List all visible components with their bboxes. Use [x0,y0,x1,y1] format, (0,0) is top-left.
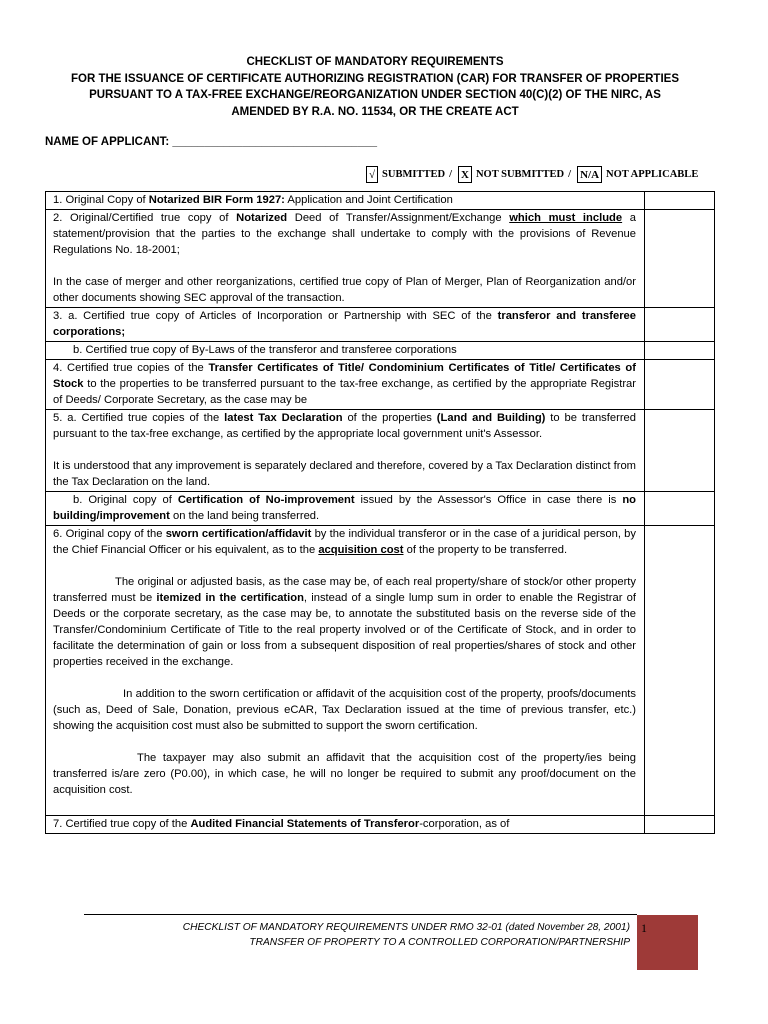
not-submitted-label: NOT SUBMITTED [475,169,565,180]
footer-line-1: CHECKLIST OF MANDATORY REQUIREMENTS UNDER RMO 32-01 (dated November 28, 2001) [182,922,630,933]
status-checkbox-2[interactable] [645,210,715,308]
requirement-7: 7. Certified true copy of the Audited Financial Statements of Transferor-corporation, as of [46,816,645,834]
page-number: 1 [641,921,647,935]
applicant-name-field[interactable]: NAME OF APPLICANT: ________________________________ [45,136,378,148]
submitted-mark-box: √ [366,166,378,183]
not-submitted-mark-box: X [458,166,472,183]
requirement-5b: b. Original copy of Certification of No-improvement issued by the Assessor's Office in case there is no building/improvement on the land being transferred. [46,492,645,526]
requirement-3b: b. Certified true copy of By-Laws of the transferor and transferee corporations [46,342,645,360]
title-line-4: AMENDED BY R.A. NO. 11534, OR THE CREATE ACT [231,105,519,118]
table-row [46,816,715,834]
title-line-3: PURSUANT TO A TAX-FREE EXCHANGE/REORGANIZATION UNDER SECTION 40(C)(2) OF THE NIRC, AS [89,89,661,101]
footer-divider [84,914,637,915]
page-number-box [637,915,698,970]
status-checkbox-4[interactable] [645,360,715,410]
table-row [46,210,715,308]
table-row [46,492,715,526]
table-row [46,360,715,410]
footer-line-2: TRANSFER OF PROPERTY TO A CONTROLLED CORPORATION/PARTNERSHIP [249,937,630,948]
requirement-3a: 3. a. Certified true copy of Articles of Incorporation or Partnership with SEC of the transferor and transferee corporations; [46,308,645,342]
table-row [46,410,715,492]
na-label: NOT APPLICABLE [606,169,699,180]
status-legend [366,166,698,183]
na-mark-box: N/A [577,166,602,183]
submitted-label: SUBMITTED [382,169,446,180]
document-title [40,54,710,120]
legend-separator: / [568,169,572,180]
requirement-1: 1. Original Copy of Notarized BIR Form 1927: Application and Joint Certification [46,192,645,210]
status-checkbox-6[interactable] [645,526,715,816]
legend-separator: / [449,169,452,180]
table-row [46,308,715,342]
table-row [46,342,715,360]
status-checkbox-7[interactable] [645,816,715,834]
requirements-checklist-table [45,191,715,834]
status-checkbox-1[interactable] [645,192,715,210]
requirement-4: 4. Certified true copies of the Transfer Certificates of Title/ Condominium Certificates of Title/ Certificates of Stock to the properties to be transferred pursuant to the tax-free exchange, as certified by the appropriate Registrar of Deeds/ Corporate Secretary, as the case may be [46,360,645,410]
page-footer [84,920,630,950]
title-line-2: FOR THE ISSUANCE OF CERTIFICATE AUTHORIZING REGISTRATION (CAR) FOR TRANSFER OF PROPERTIES [70,72,679,85]
requirement-5a: 5. a. Certified true copies of the latest Tax Declaration of the properties (Land and Building) to be transferred pursuant to the tax-free exchange, as certified by the appropriate local government unit's Assessor. It is understood that any improvement is separately declared and therefore, covered by a Tax Declaration distinct from the Tax Declaration on the land. [46,410,645,492]
title-line-1: CHECKLIST OF MANDATORY REQUIREMENTS [246,56,504,68]
status-checkbox-5a[interactable] [645,410,715,492]
status-checkbox-3a[interactable] [645,308,715,342]
status-checkbox-3b[interactable] [645,342,715,360]
table-row [46,192,715,210]
requirement-2: 2. Original/Certified true copy of Notarized Deed of Transfer/Assignment/Exchange which must include a statement/provision that the parties to the exchange shall undertake to comply with the provisions of Revenue Regulations No. 18-2001; In the case of merger and other reorganizations, certified true copy of Plan of Merger, Plan of Reorganization and/or other documents showing SEC approval of the transaction. [46,210,645,308]
table-row [46,526,715,816]
status-checkbox-5b[interactable] [645,492,715,526]
requirement-6: 6. Original copy of the sworn certification/affidavit by the individual transferor or in the case of a juridical person, by the Chief Financial Officer or his equivalent, as to the acquisition cost of the property to be transferred. The original or adjusted basis, as the case may be, of each real property/share of stock/or other property transferred must be itemized in the certification, instead of a single lump sum in order to enable the Registrar of Deeds or the corporate secretary, as the case may be, to annotate the substituted basis on the reverse side of the Transfer/Condominium Certificate of Title to the real property involved or of the Certificate of Stock, and in order to facilitate the determination of gain or loss from a subsequent disposition of real properties/shares of stock and other properties received in the exchange. In addition to the sworn certification or affidavit of the acquisition cost of the property, proofs/documents (such as, Deed of Sale, Donation, previous eCAR, Tax Declaration issued at the time of previous transfer, etc.) showing the acquisition cost must also be submitted to support the sworn certification. The taxpayer may also submit an affidavit that the acquisition cost of the property/ies being transferred is/are zero (P0.00), in which case, he will no longer be required to submit any proof/document on the acquisition cost. [46,526,645,816]
